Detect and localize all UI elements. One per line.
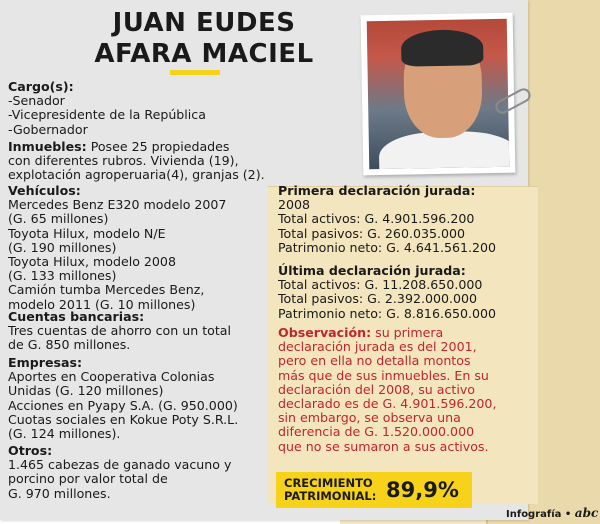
portrait-image xyxy=(367,19,510,169)
primera-line: Patrimonio neto: G. 4.641.561.200 xyxy=(278,239,497,255)
vehiculos-heading: Vehículos: xyxy=(8,183,81,198)
ultima-declaracion-section xyxy=(278,264,496,321)
vehiculo-line: (G. 133 millones) xyxy=(8,268,117,284)
observacion-text: que no se sumaron a sus activos. xyxy=(278,438,489,454)
growth-label-line: CRECIMIENTO xyxy=(284,476,373,490)
ultima-line: Total pasivos: G. 2.392.000.000 xyxy=(278,291,478,307)
observacion-text: diferencia de G. 1.520.000.000 xyxy=(278,424,475,440)
empresa-line: Acciones en Pyapy S.A. (G. 950.000) xyxy=(8,397,238,413)
title-line-1: JUAN EUDES xyxy=(112,8,296,38)
growth-label-line: PATRIMONIAL: xyxy=(284,489,377,503)
cargos-heading: Cargo(s): xyxy=(8,79,74,94)
observacion-text: declarado es de G. 4.901.596.200, xyxy=(278,396,497,412)
observacion-text: declaración jurada es del 2001, xyxy=(278,339,477,355)
growth-value: 89,9% xyxy=(386,478,459,502)
portrait-hair xyxy=(401,29,484,66)
cuentas-line: de G. 850 millones. xyxy=(8,337,131,353)
page-title xyxy=(84,8,324,70)
primera-declaracion-section xyxy=(278,184,496,255)
empresas-section xyxy=(8,356,238,441)
cargos-section xyxy=(8,80,206,137)
cargo-item: -Senador xyxy=(8,93,65,109)
empresa-line: Aportes en Cooperativa Colonias xyxy=(8,369,215,385)
abc-logo: abc xyxy=(574,506,599,520)
otros-section xyxy=(8,444,231,501)
vehiculo-line: Mercedes Benz E320 modelo 2007 xyxy=(8,197,227,213)
vehiculo-line: Toyota Hilux, modelo N/E xyxy=(8,225,166,241)
otros-line: G. 970 millones. xyxy=(8,485,111,501)
vehiculo-line: Toyota Hilux, modelo 2008 xyxy=(8,254,176,270)
observacion-section xyxy=(278,326,496,454)
ultima-line: Total activos: G. 11.208.650.000 xyxy=(278,277,483,293)
cargo-item: -Gobernador xyxy=(8,121,88,137)
ultima-line: Patrimonio neto: G. 8.816.650.000 xyxy=(278,305,497,321)
title-underline xyxy=(170,70,220,75)
vehiculo-line: Camión tumba Mercedes Benz, xyxy=(8,282,205,298)
primera-line: 2008 xyxy=(278,197,311,213)
primera-line: Total activos: G. 4.901.596.200 xyxy=(278,211,475,227)
observacion-text: su primera xyxy=(371,325,444,340)
observacion-text: pero en ella no detalla montos xyxy=(278,353,471,369)
vehiculos-section xyxy=(8,184,226,312)
otros-line: porcino por valor total de xyxy=(8,471,168,487)
observacion-label: Observación: xyxy=(278,325,372,340)
cuentas-line: Tres cuentas de ahorro con un total xyxy=(8,323,232,339)
credit-text: Infografía • xyxy=(506,509,572,520)
vehiculo-line: (G. 190 millones) xyxy=(8,239,117,255)
credit-line xyxy=(506,506,598,520)
vehiculo-line: (G. 65 millones) xyxy=(8,211,109,227)
otros-line: 1.465 cabezas de ganado vacuno y xyxy=(8,457,232,473)
cuentas-heading: Cuentas bancarias: xyxy=(8,309,145,324)
title-line-2: AFARA MACIEL xyxy=(94,39,314,69)
empresa-line: Unidas (G. 120 millones) xyxy=(8,383,164,399)
primera-heading: Primera declaración jurada: xyxy=(278,183,476,198)
empresa-line: Cuotas sociales en Kokue Poty S.R.L. xyxy=(8,411,239,427)
otros-heading: Otros: xyxy=(8,443,53,458)
observacion-text: sin embargo, se observa una xyxy=(278,410,461,426)
inmuebles-heading: Inmuebles: xyxy=(8,139,87,154)
growth-badge xyxy=(276,472,472,508)
portrait-photo xyxy=(361,13,516,176)
inmuebles-text: Posee 25 propiedades xyxy=(86,139,230,154)
inmuebles-text: explotación agroperuaria(4), granjas (2). xyxy=(8,167,265,183)
cuentas-section xyxy=(8,310,231,353)
inmuebles-text: con diferentes rubros. Vivienda (19), xyxy=(8,153,239,169)
primera-line: Total pasivos: G. 260.035.000 xyxy=(278,225,466,241)
growth-label xyxy=(284,477,382,503)
observacion-text: declaración del 2008, su activo xyxy=(278,381,475,397)
ultima-heading: Última declaración jurada: xyxy=(278,263,466,278)
empresa-line: (G. 124 millones). xyxy=(8,426,121,442)
cargo-item: -Vicepresidente de la República xyxy=(8,107,206,123)
inmuebles-section xyxy=(8,140,265,183)
observacion-text: más que de sus inmuebles. En su xyxy=(278,367,489,383)
empresas-heading: Empresas: xyxy=(8,355,83,370)
vehiculo-line: modelo 2011 (G. 10 millones) xyxy=(8,296,196,312)
